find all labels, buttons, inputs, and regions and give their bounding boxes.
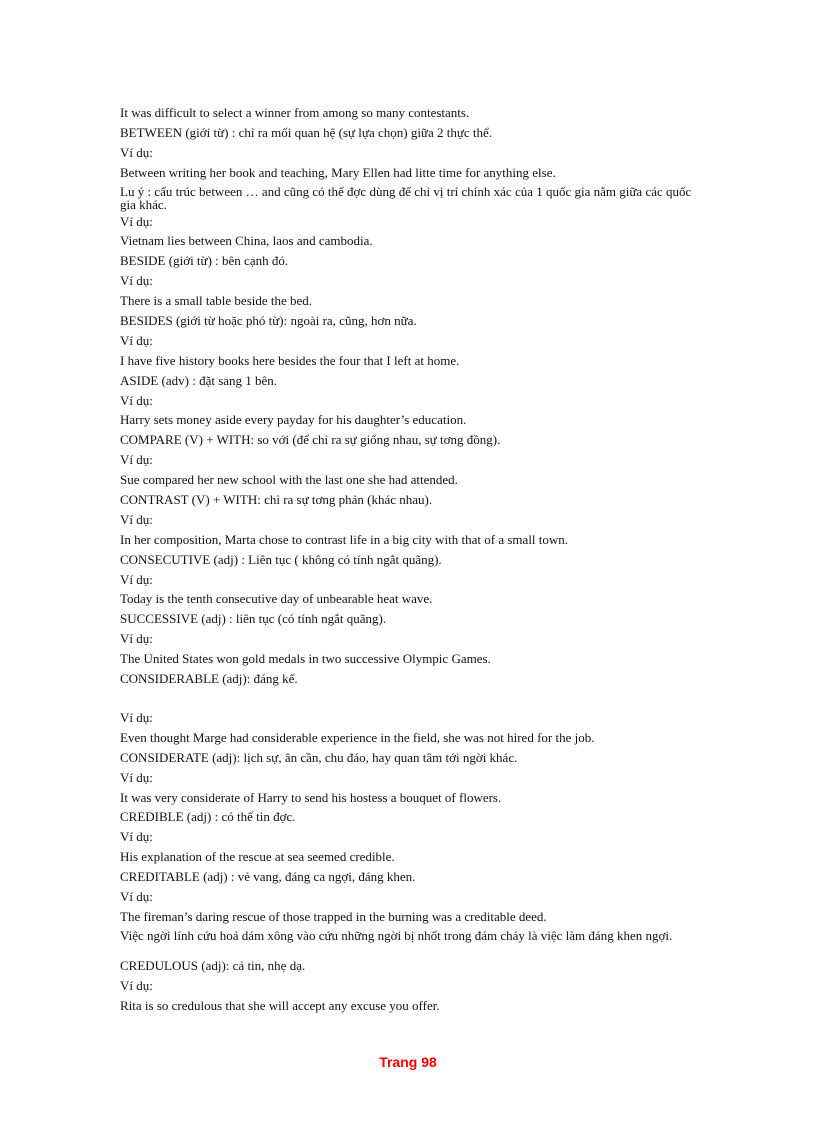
text-line: Ví dụ: — [120, 511, 153, 527]
text-line: It was difficult to select a winner from among so many contestants. — [120, 105, 470, 120]
text-line: Ví dụ: — [120, 452, 153, 468]
text-line: Ví dụ: — [120, 829, 153, 845]
text-line: ASIDE (adv) : đặt sang 1 bên. — [120, 372, 278, 388]
text-line: Ví dụ: — [120, 332, 153, 348]
blank-line — [120, 689, 710, 708]
text-line: CREDITABLE (adj) : vẻ vang, đáng ca ngợi, đáng khen. — [120, 869, 416, 885]
text-line: Ví dụ: — [120, 144, 153, 160]
text-line: Việc ngời lính cứu hoả dám xông vào cứu những ngời bị nhốt trong đám cháy là việc làm đáng khen ngợi. — [120, 927, 673, 943]
text-line: CONTRAST (V) + WITH: chỉ ra sự tơng phản (khác nhau). — [120, 492, 433, 508]
text-line: COMPARE (V) + WITH: so với (để chỉ ra sự giống nhau, sự tơng đồng). — [120, 432, 501, 448]
text-line: Lu ý : cấu trúc between … and cũng có thể đợc dùng để chỉ vị trí chính xác của 1 quốc gia nằm giữa các quốc gia khác. — [120, 183, 692, 213]
text-line: CONSIDERATE (adj): lịch sự, ân cần, chu đáo, hay quan tâm tới ngời khác. — [120, 749, 518, 765]
text-line: CREDULOUS (adj): cả tin, nhẹ dạ. — [120, 957, 306, 973]
text-line: BESIDES (giới từ hoặc phó từ): ngoài ra, cũng, hơn nữa. — [120, 313, 417, 329]
text-line: Ví dụ: — [120, 709, 153, 725]
text-line: The United States won gold medals in two successive Olympic Games. — [120, 651, 491, 667]
text-line: CREDIBLE (adj) : có thể tin đợc. — [120, 809, 296, 825]
text-line: The fireman’s daring rescue of those trapped in the burning was a creditable deed. — [120, 908, 547, 924]
text-line: In her composition, Marta chose to contrast life in a big city with that of a small town. — [120, 531, 569, 547]
text-line: Even thought Marge had considerable experience in the field, she was not hired for the job. — [120, 729, 595, 745]
page-number: Trang 98 — [379, 1054, 437, 1070]
text-line: It was very considerate of Harry to send his hostess a bouquet of flowers. — [120, 789, 502, 805]
text-line: Ví dụ: — [120, 888, 153, 904]
text-line: Today is the tenth consecutive day of unbearable heat wave. — [120, 591, 433, 607]
text-line: Harry sets money aside every payday for his daughter’s education. — [120, 412, 467, 428]
text-line: BESIDE (giới từ) : bên cạnh đó. — [120, 253, 289, 269]
text-line: Between writing her book and teaching, Mary Ellen had litte time for anything else. — [120, 164, 556, 180]
text-line: CONSECUTIVE (adj) : Liên tục ( không có tính ngắt quãng). — [120, 551, 442, 567]
text-line: There is a small table beside the bed. — [120, 293, 313, 309]
text-line: Ví dụ: — [120, 769, 153, 785]
text-line: Vietnam lies between China, laos and cambodia. — [120, 233, 373, 249]
text-line: SUCCESSIVE (adj) : liên tục (có tính ngắt quãng). — [120, 611, 387, 627]
text-line: I have five history books here besides the four that I left at home. — [120, 352, 460, 368]
text-line: CONSIDERABLE (adj): đáng kể. — [120, 671, 298, 687]
text-line: Ví dụ: — [120, 213, 153, 229]
text-line: Ví dụ: — [120, 273, 153, 289]
text-line: His explanation of the rescue at sea seemed credible. — [120, 849, 395, 865]
page-body — [120, 103, 710, 1015]
text-line: Ví dụ: — [120, 977, 153, 993]
text-line: Ví dụ: — [120, 571, 153, 587]
text-line: BETWEEN (giới từ) : chỉ ra mối quan hệ (sự lựa chọn) giữa 2 thực thể. — [120, 124, 493, 140]
text-line: Sue compared her new school with the last one she had attended. — [120, 472, 458, 488]
text-line: Ví dụ: — [120, 392, 153, 408]
text-line: Ví dụ: — [120, 631, 153, 647]
text-line: Rita is so credulous that she will accept any excuse you offer. — [120, 997, 440, 1013]
